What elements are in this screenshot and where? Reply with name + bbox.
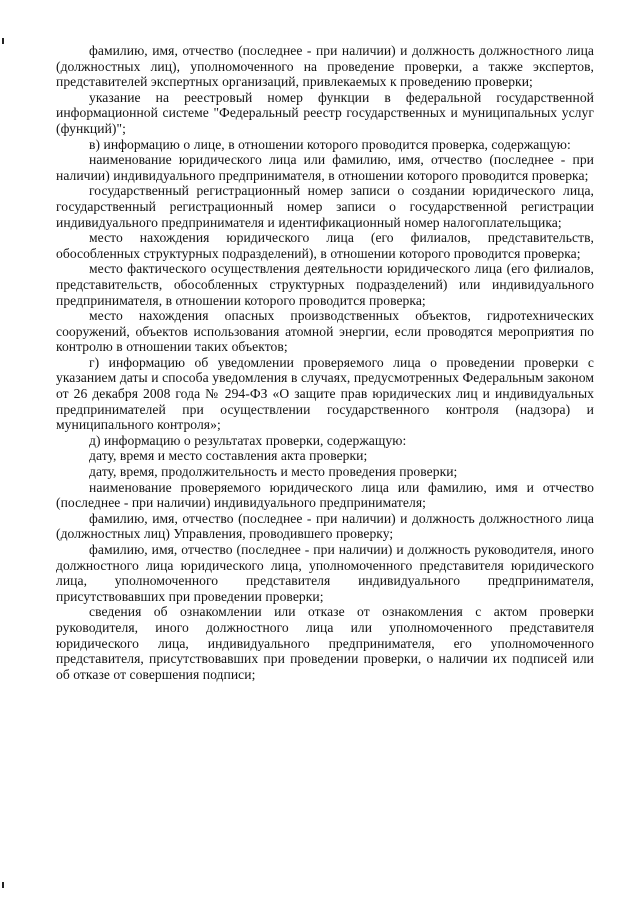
paragraph-inspector-name: фамилию, имя, отчество (последнее - при наличии) и должность должностного лица (должностных лиц) Управления, проводившего проверку;: [56, 510, 594, 542]
scan-edge-mark-top: [2, 38, 4, 44]
paragraph-acknowledgement: сведения об ознакомлении или отказе от ознакомления с актом проверки руководителя, иного должностного лица или уполномоченного представителя юридического лица, индивидуального предпринимателя, его уполномоченного представителя, присутствовавших при проведении проверки, о наличии их подписей или об отказе от совершения подписи;: [56, 604, 594, 682]
paragraph-activity-location: место фактического осуществления деятельности юридического лица (его филиалов, представительств, обособленных структурных подразделений) или индивидуального предпринимателя, в отношении которого проводится проверка;: [56, 261, 594, 308]
paragraph-subject-info: в) информацию о лице, в отношении которого проводится проверка, содержащую:: [89, 136, 571, 152]
scan-edge-mark-bottom: [2, 882, 4, 888]
paragraph-entity-location: место нахождения юридического лица (его филиалов, представительств, обособленных структурных подразделений), в отношении которого проводится проверка;: [56, 230, 594, 261]
document-body: [56, 43, 594, 682]
paragraph-notification-info: г) информацию об уведомлении проверяемого лица о проведении проверки с указанием даты и способа уведомления в случаях, предусмотренных Федеральным законом от 26 декабря 2008 года № 294-ФЗ «О защите прав юридических лиц и индивидуальных предпринимателей при осуществлении государственного контроля (надзора) и муниципального контроля»;: [56, 354, 594, 433]
paragraph-act-date: дату, время и место составления акта проверки;: [89, 448, 368, 464]
paragraph-entity-name: наименование юридического лица или фамилию, имя, отчество (последнее - при наличии) индивидуального предпринимателя, в отношении которого проводится проверка;: [56, 152, 594, 183]
paragraph-results-info: д) информацию о результатах проверки, содержащую:: [89, 432, 407, 448]
paragraph-registry-number: указание на реестровый номер функции в федеральной государственной информационной системе "Федеральный реестр государственных и муниципальных услуг (функций)";: [56, 89, 594, 136]
paragraph-official-name: фамилию, имя, отчество (последнее - при наличии) и должность должностного лица (должностных лиц), уполномоченного на проведение проверки, а также экспертов, представителей экспертных организаций, привлекаемых к проведению проверки;: [56, 43, 594, 90]
paragraph-registration-number: государственный регистрационный номер записи о создании юридического лица, государственный регистрационный номер записи о государственной регистрации индивидуального предпринимателя и идентификационный номер налогоплательщика;: [56, 183, 594, 230]
paragraph-representatives: фамилию, имя, отчество (последнее - при наличии) и должность руководителя, иного должностного лица юридического лица, уполномоченного представителя юридического лица, уполномоченного представителя индивидуального предпринимателя, присутствовавших при проведении проверки;: [56, 542, 594, 604]
paragraph-inspected-entity: наименование проверяемого юридического лица или фамилию, имя и отчество (последнее - при наличии) индивидуального предпринимателя;: [56, 479, 594, 511]
paragraph-hazardous-objects: место нахождения опасных производственных объектов, гидротехнических сооружений, объектов использования атомной энергии, если проводятся мероприятия по контролю в отношении таких объектов;: [56, 308, 594, 355]
paragraph-inspection-date: дату, время, продолжительность и место проведения проверки;: [89, 464, 458, 480]
